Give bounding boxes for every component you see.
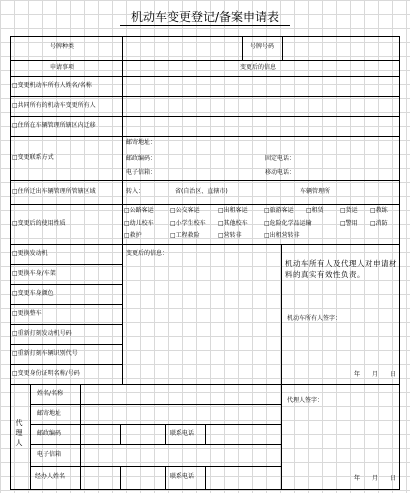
mobile-field[interactable]: 移动电话： [265,169,296,176]
agent-phone-label: 联系电话 [170,430,195,437]
agent-date-year: 年 [354,475,361,482]
row-divider [30,444,281,445]
date-day: 日 [390,371,397,378]
row-divider [10,180,400,181]
usage-option[interactable]: □公路客运 [124,207,154,214]
agent-date-month: 月 [372,475,379,482]
transfer-to-label: 转入： [126,188,145,195]
agent-signature-field[interactable]: 代理人签字： [287,397,324,404]
changed-info-label: 变更后的信息： [126,250,169,257]
date-month: 月 [372,371,379,378]
transfer-province-field[interactable]: 省(自治区、直辖市) [175,188,228,195]
item-engine-number[interactable]: □重新打刻发动机号码 [12,330,72,337]
usage-option[interactable]: □警用 [340,220,358,227]
usage-option[interactable]: □工程救险 [170,232,200,239]
row-divider [10,384,400,385]
col-divider [122,36,123,384]
usage-option[interactable]: □营转非 [218,232,242,239]
postal-code-field[interactable]: 邮政编码： [126,155,157,162]
col-divider [80,384,81,490]
item-body-frame[interactable]: □更换车身/车架 [12,270,56,277]
row-divider [10,284,122,285]
usage-option[interactable]: □公交客运 [170,207,200,214]
row-divider [10,76,400,77]
item-whole-vehicle[interactable]: □更换整车 [12,310,42,317]
col-divider [165,424,166,444]
agent-address-label: 邮寄地址 [37,410,62,417]
row-divider [10,304,122,305]
row-divider [10,264,122,265]
form-title: 机动车变更登记/备案申请表 [130,10,280,24]
row-divider [30,404,281,405]
row-divider [10,344,122,345]
plate-type-label: 号牌种类 [50,43,75,50]
usage-option[interactable]: □幼儿校车 [124,220,154,227]
usage-option[interactable]: □旅游客运 [264,207,294,214]
item-local-move[interactable]: □住所在车辆管理所辖区内迁移 [12,122,96,129]
info-label: 变更后的信息 [240,64,277,71]
usage-option[interactable]: □小学生校车 [170,220,206,227]
item-move-out[interactable]: □住所迁出车辆管理所管辖区域 [12,188,96,195]
col-divider [205,466,206,490]
row-divider [10,324,122,325]
agent-email-label: 电子信箱 [37,451,62,458]
handler-name-label: 经办人姓名 [35,473,66,480]
item-vin[interactable]: □重新打刻车辆识别代号 [12,350,78,357]
col-divider [120,424,121,444]
usage-option[interactable]: □救护 [124,232,142,239]
item-co-owner[interactable]: □共同所有的机动车变更所有人 [12,102,96,109]
col-divider [120,466,121,490]
usage-option[interactable]: □消防 [370,220,388,227]
usage-option[interactable]: □教练 [370,207,388,214]
plate-number-label: 号牌号码 [250,43,275,50]
usage-option[interactable]: □租赁 [306,207,324,214]
col-divider [165,466,166,490]
transfer-dept-field[interactable]: 车辆管理所 [300,188,331,195]
row-divider [30,424,281,425]
row-divider [10,136,400,137]
row-divider [10,116,400,117]
row-divider [10,96,400,97]
usage-option[interactable]: □出租客运 [218,207,248,214]
item-owner-name[interactable]: □变更机动车所有人姓名/名称 [12,82,92,89]
usage-option[interactable]: □货运 [340,207,358,214]
col-divider [281,244,282,384]
col-divider [205,424,206,444]
declaration-text: 机动车所有人及代理人对申请材料的真实有效性负责。 [285,259,397,279]
item-color[interactable]: □变更车身颜色 [12,290,54,297]
agent-postal-code-label: 邮政编码 [37,430,62,437]
usage-option[interactable]: □其他校车 [218,220,248,227]
date-year: 年 [354,371,361,378]
col-divider [282,36,283,60]
item-id-doc[interactable]: □变更身份证明名称/号码 [12,370,80,377]
row-divider [10,364,122,365]
row-divider [10,60,400,61]
col-divider [242,36,243,60]
col-divider [30,384,31,490]
handler-phone-label: 联系电话 [170,473,195,480]
landline-field[interactable]: 固定电话： [265,155,296,162]
item-usage[interactable]: □变更后的使用性质 [12,220,66,227]
usage-option[interactable]: □出租营转非 [264,232,300,239]
agent-name-label: 姓名/名称 [37,390,64,397]
agent-section-title: 代理人 [15,419,23,447]
item-engine[interactable]: □更换发动机 [12,250,48,257]
usage-option[interactable]: □危险化学品运输 [264,220,312,227]
title-underline [120,25,290,26]
row-divider [10,204,400,205]
item-label: 申请事项 [50,64,75,71]
col-divider [281,384,282,490]
email-field[interactable]: 电子信箱： [126,169,157,176]
row-divider [10,244,400,245]
owner-signature-field[interactable]: 机动车所有人签字： [287,315,342,322]
agent-date-day: 日 [390,475,397,482]
row-divider [30,466,281,467]
item-contact[interactable]: □变更联系方式 [12,154,54,161]
postal-address-field[interactable]: 邮寄地址： [126,139,157,146]
